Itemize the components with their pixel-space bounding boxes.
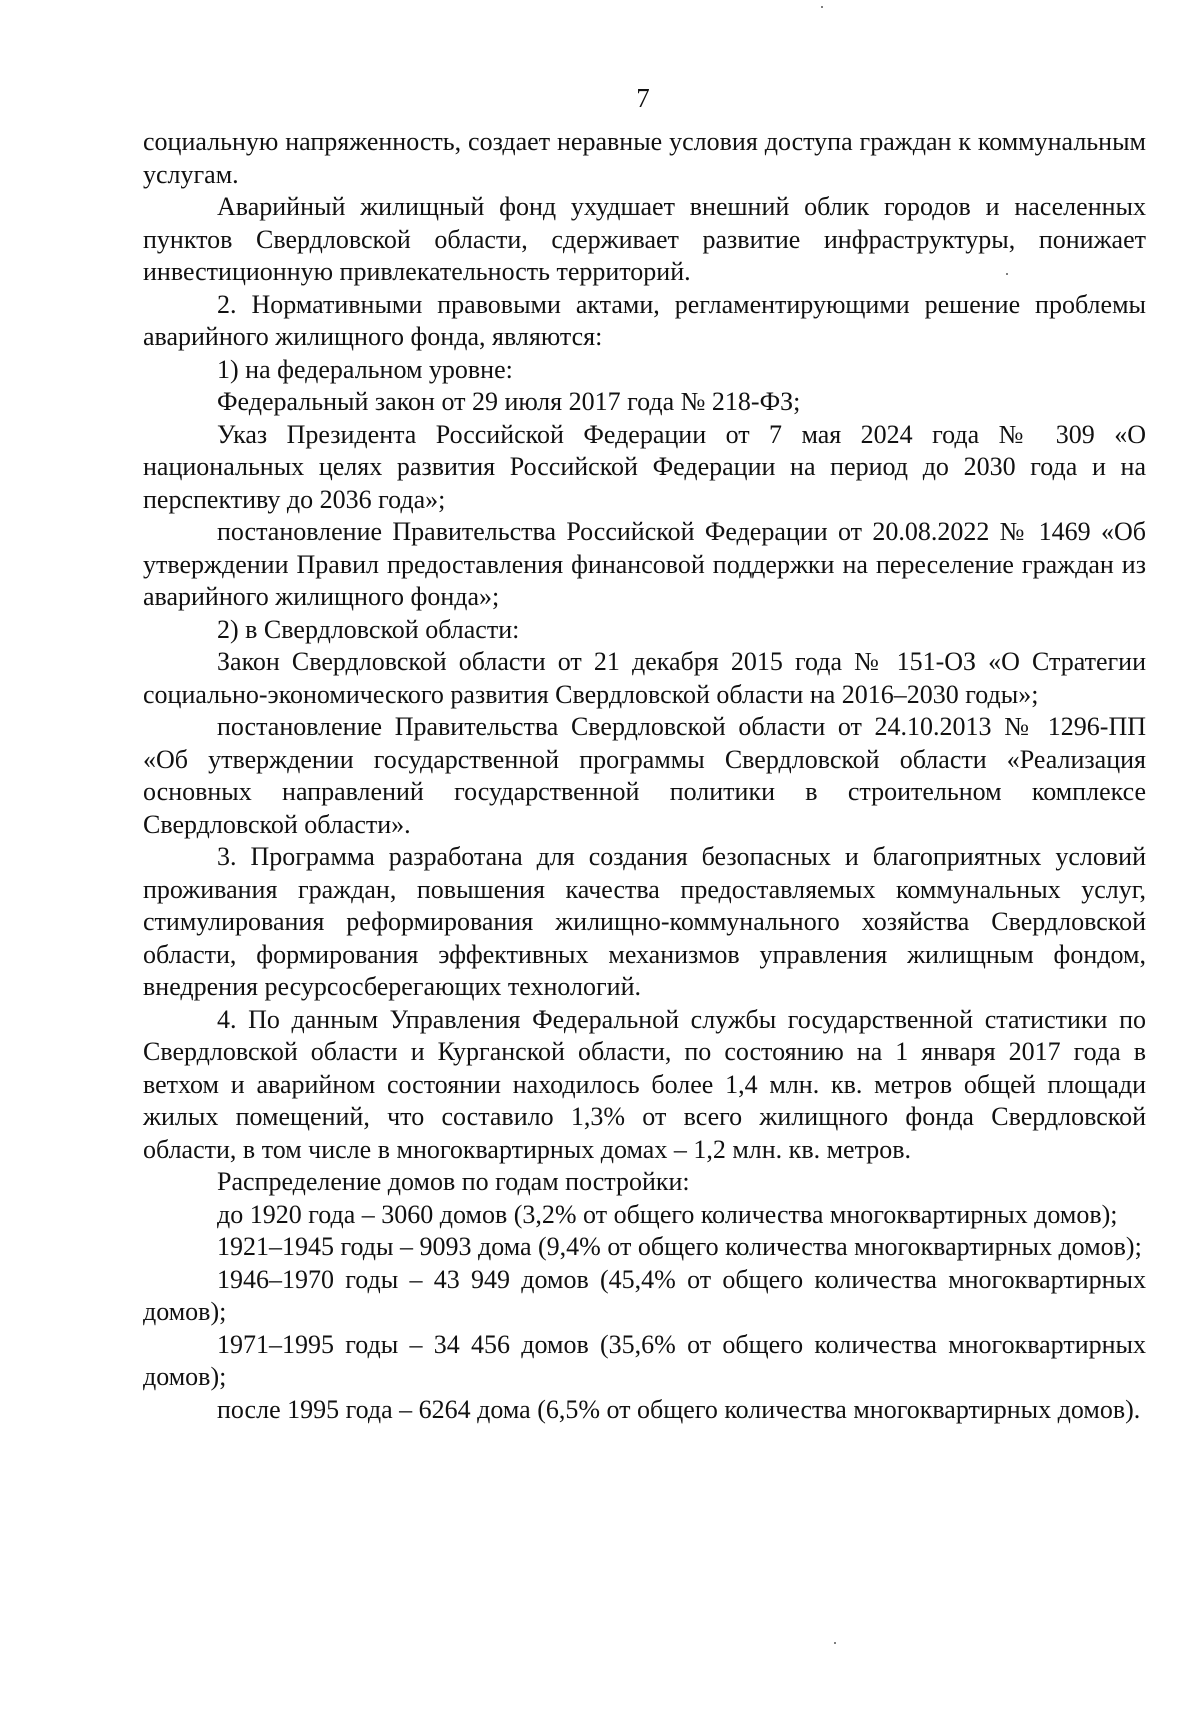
list-item: до 1920 года – 3060 домов (3,2% от общего количества многоквартирных домов); bbox=[217, 1199, 1118, 1229]
list-item: 1946–1970 годы – 43 949 домов (45,4% от общего количества многоквартирных домов); bbox=[143, 1264, 1146, 1326]
list-item: Закон Свердловской области от 21 декабря 2015 года № 151-ОЗ «О Стратегии социально-экономического развития Свердловской области на 2016–2030 годы»; bbox=[143, 647, 1146, 709]
list-item: 1971–1995 годы – 34 456 домов (35,6% от общего количества многоквартирных домов); bbox=[143, 1329, 1146, 1391]
list-item: после 1995 года – 6264 дома (6,5% от общего количества многоквартирных домов). bbox=[217, 1394, 1141, 1424]
paragraph: Аварийный жилищный фонд ухудшает внешний облик городов и населенных пунктов Свердловской области, сдерживает развитие инфраструктуры, понижает инвестиционную привлекательность территорий. bbox=[143, 192, 1146, 286]
list-item: 2) в Свердловской области: bbox=[217, 614, 520, 644]
paragraph: социальную напряженность, создает неравные условия доступа граждан к коммунальным услугам. bbox=[143, 127, 1146, 189]
scan-speck bbox=[1006, 273, 1008, 275]
list-item: Указ Президента Российской Федерации от 7 мая 2024 года № 309 «О национальных целях развития Российской Федерации на период до 2030 года и на перспективу до 2036 года»; bbox=[143, 419, 1146, 514]
list-item: 1921–1945 годы – 9093 дома (9,4% от общего количества многоквартирных домов); bbox=[217, 1232, 1142, 1261]
scan-speck bbox=[821, 6, 823, 8]
list-item: Федеральный закон от 29 июля 2017 года № 218-ФЗ; bbox=[217, 387, 801, 416]
list-item: 1) на федеральном уровне: bbox=[217, 354, 513, 384]
list-item: постановление Правительства Свердловской области от 24.10.2013 № 1296-ПП «Об утверждении государственной программы Свердловской области «Реализация основных направлений государственной политики в строительном комплексе Свердловской области». bbox=[143, 712, 1146, 839]
document-body bbox=[143, 126, 1146, 1426]
paragraph: 4. По данным Управления Федеральной службы государственной статистики по Свердловской области и Курганской области, по состоянию на 1 января 2017 года в ветхом и аварийном состоянии находилось более 1,4 млн. кв. метров общей площади жилых помещений, что составило 1,3% от всего жилищного фонда Свердловской области, в том числе в многоквартирных домах – 1,2 млн. кв. метров. bbox=[143, 1004, 1146, 1164]
page-number: 7 bbox=[636, 83, 650, 113]
scan-speck bbox=[834, 1642, 836, 1644]
paragraph: 2. Нормативными правовыми актами, регламентирующими решение проблемы аварийного жилищного фонда, являются: bbox=[143, 289, 1146, 351]
paragraph: 3. Программа разработана для создания безопасных и благоприятных условий проживания граждан, повышения качества предоставляемых коммунальных услуг, стимулирования реформирования жилищно-коммунального хозяйства Свердловской области, формирования эффективных механизмов управления жилищным фондом, внедрения ресурсосберегающих технологий. bbox=[143, 842, 1146, 1001]
paragraph: Распределение домов по годам постройки: bbox=[217, 1167, 690, 1196]
list-item: постановление Правительства Российской Федерации от 20.08.2022 № 1469 «Об утверждении Правил предоставления финансовой поддержки на переселение граждан из аварийного жилищного фонда»; bbox=[143, 517, 1146, 611]
